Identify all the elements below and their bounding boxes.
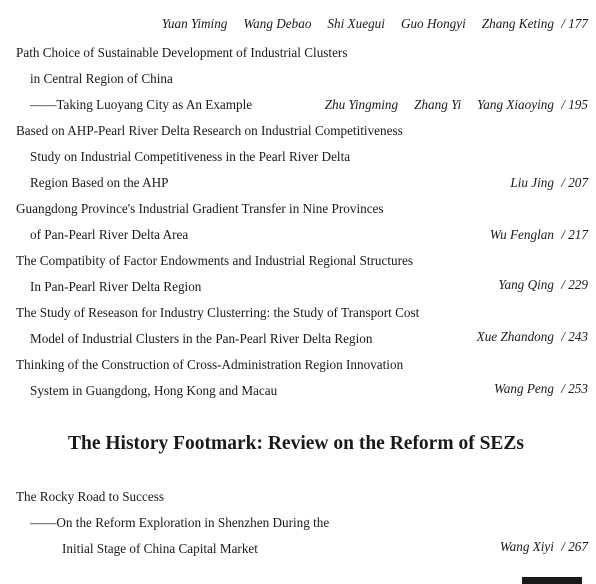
top-authors-line — [162, 16, 588, 32]
page-number: / 217 — [561, 227, 588, 242]
entry-subtitle: ——On the Reform Exploration in Shenzhen During the — [30, 515, 330, 530]
entry-title: Model of Industrial Clusters in the Pan-Pearl River Delta Region — [30, 331, 373, 346]
author-name: Liu Jing — [510, 175, 554, 190]
entry-title: The Study of Reseason for Industry Clusterring: the Study of Transport Cost — [16, 305, 420, 320]
entry-title: The Rocky Road to Success — [16, 489, 164, 504]
page-number: / 177 — [561, 16, 588, 31]
entry-authors — [477, 329, 588, 345]
author-name: Zhu Yingming — [324, 97, 399, 112]
author-name: Guo Hongyi — [400, 16, 466, 31]
entry-title: Based on AHP-Pearl River Delta Research on Industrial Competitiveness — [16, 123, 403, 138]
entry-subtitle: Initial Stage of China Capital Market — [62, 541, 258, 556]
entry-subtitle: ——Taking Luoyang City as An Example — [30, 97, 253, 112]
author-name: Wang Debao — [243, 16, 312, 31]
entry-title: Guangdong Province's Industrial Gradient Transfer in Nine Provinces — [16, 201, 384, 216]
section-heading: The History Footmark: Review on the Reform of SEZs — [68, 433, 525, 454]
entry-authors — [494, 381, 588, 397]
page-edge-mark — [522, 577, 582, 584]
entry-authors — [498, 277, 588, 293]
page-number: / 229 — [561, 277, 588, 292]
entry-title: In Pan-Pearl River Delta Region — [30, 279, 202, 294]
entry-title: in Central Region of China — [30, 71, 173, 86]
page-number: / 253 — [561, 381, 588, 396]
entry-title: Path Choice of Sustainable Development of Industrial Clusters — [16, 45, 348, 60]
author-name: Wang Xiyi — [499, 539, 554, 554]
entry-authors — [325, 97, 588, 113]
entry-title: The Compatibity of Factor Endowments and Industrial Regional Structures — [16, 253, 414, 268]
page-number: / 267 — [561, 539, 588, 554]
author-name: Xue Zhandong — [476, 329, 554, 344]
entry-authors — [490, 227, 588, 243]
author-name: Yuan Yiming — [161, 16, 228, 31]
entry-title: Thinking of the Construction of Cross-Administration Region Innovation — [16, 357, 404, 372]
entry-title: Study on Industrial Competitiveness in the Pearl River Delta — [30, 149, 351, 164]
entry-title: System in Guangdong, Hong Kong and Macau — [30, 383, 278, 398]
entry-authors — [510, 175, 588, 191]
page-number: / 207 — [561, 175, 588, 190]
author-name: Yang Xiaoying — [477, 97, 554, 112]
author-name: Yang Qing — [498, 277, 554, 292]
author-name: Zhang Keting — [481, 16, 554, 31]
entry-title: of Pan-Pearl River Delta Area — [30, 227, 189, 242]
page-number: / 243 — [561, 329, 588, 344]
entry-title: Region Based on the AHP — [30, 175, 169, 190]
author-name: Wu Fenglan — [489, 227, 554, 242]
author-name: Shi Xuegui — [327, 16, 385, 31]
author-name: Wang Peng — [494, 381, 554, 396]
author-name: Zhang Yi — [414, 97, 462, 112]
entry-authors — [500, 539, 588, 555]
page-number: / 195 — [561, 97, 588, 112]
